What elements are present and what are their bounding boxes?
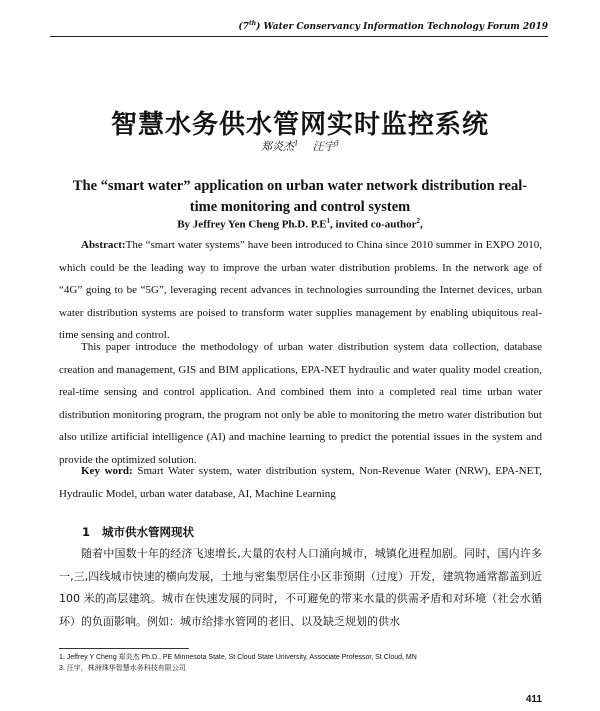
keywords-label: Key word: [81,465,133,477]
section-heading: 1 城市供水管网现状 [82,525,195,539]
abstract: Abstract:The “smart water systems” have been introduced to China since 2010 summer in EXPO 2010, which could be the leading way to improve the urban water distribution problems. In the network age of “4G” going to be “5G”, leveraging recent advances in technologies surrounding the Internet devices, urban water distribution systems are poised to transform water supplies management by enabling ubiquitous real-time sensing and control. [59,239,542,341]
running-header: (7th) Water Conservancy Information Technology Forum 2019 [50,20,548,37]
footnotes [59,652,542,674]
chinese-authors: 郑炎杰$^1$ 汪宇$^3$ [261,139,339,153]
author-1: 郑炎杰 [261,140,295,153]
english-title: The “smart water” application on urban water network distribution real-time monitoring and control system [72,178,528,215]
abstract-label: Abstract: [81,239,126,251]
footnote-divider [59,648,189,649]
footnote: 3. 汪宇，株洲珠华智慧水务科技有限公司 [59,665,186,672]
english-authors: By Jeffrey Yen Cheng Ph.D. $P.E^1$, invited co-author$^2$, [177,217,423,231]
section-body: 随着中国数十年的经济飞速增长,大量的农村人口涌向城市，城镇化进程加剧。同时，国内许多一,三,四线城市快速的横向发展，土地与密集型居住小区非预期（过度）开发，建筑物通常都盖到近 100 米的高层建筑。城市在快速发展的同时，不可避免的带来水量的供需矛盾和对环境（社会水循环）的负面影响。例如：城市给排水管网的老旧、以及缺乏规划的供水 [59,547,542,628]
author-2: 汪宇 [312,140,335,153]
keywords: Key word: Smart Water system, water distribution system, Non-Revenue Water (NRW), EPA-NET, Hydraulic Model, urban water database, AI, Machine Learning [59,465,542,500]
abstract-paragraph-2: This paper introduce the methodology of urban water distribution system data collection, database creation and management, GIS and BIM applications, EPA-NET hydraulic and water quality model creation, real-time sensing and control application. And combined them into a completed real time urban water distribution monitoring program, the program not only be able to monitoring the metro water distribution but also utilize artificial intelligence (AI) and machine learning to predict the potential issues in the system and provide the optimized solution. [59,341,542,466]
page-number: 411 [525,694,542,705]
chinese-title: 智慧水务供水管网实时监控系统 [110,110,489,140]
footnote: 1. Jeffrey Y Cheng 郑炎杰 Ph.D., PE Minnesota State, St Cloud State University, Associate Professor, St Cloud, MN [59,654,417,661]
